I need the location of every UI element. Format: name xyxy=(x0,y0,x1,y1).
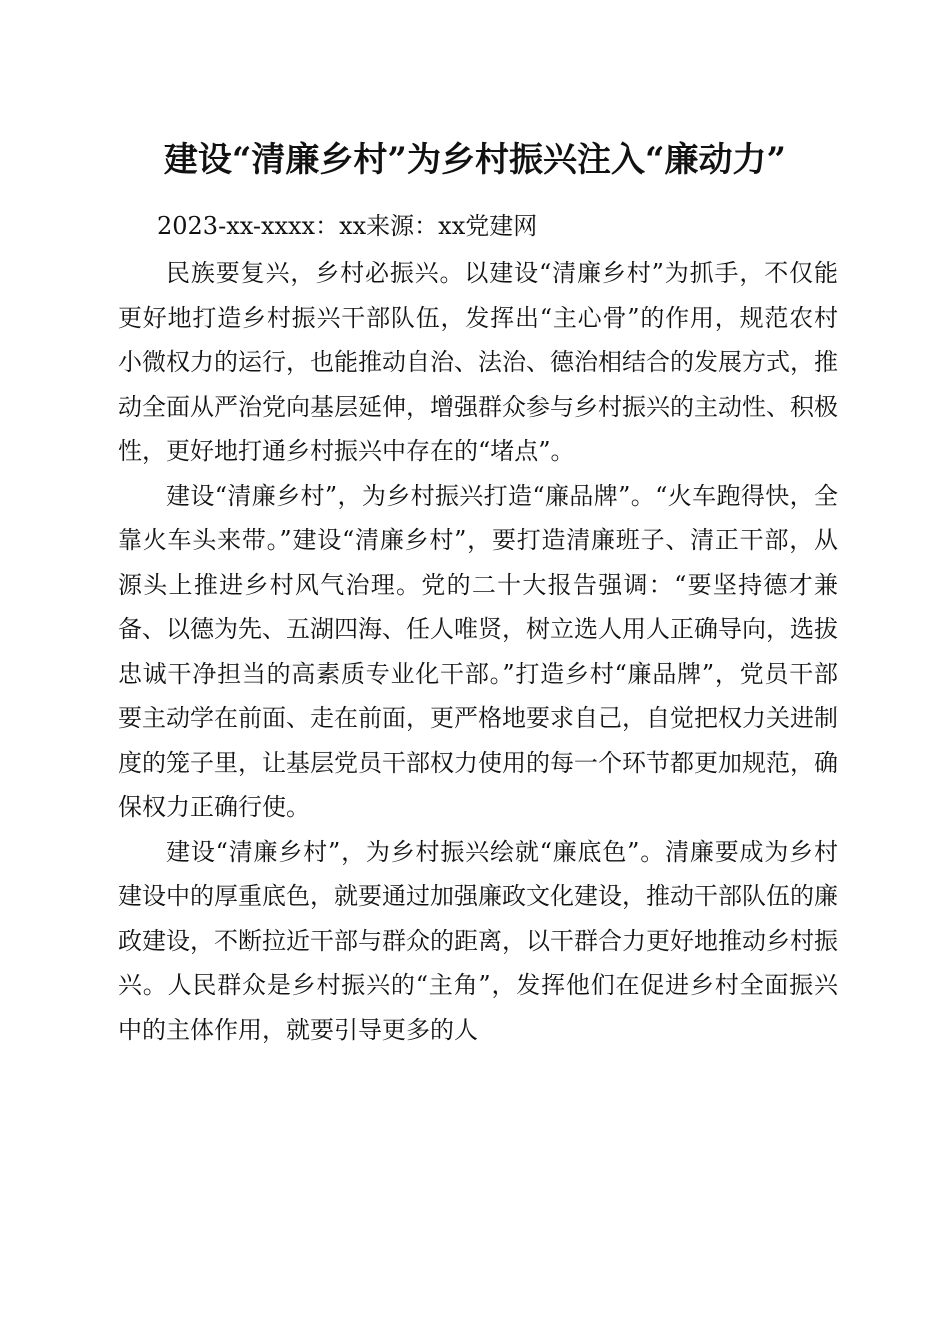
document-body xyxy=(118,251,838,1052)
paragraph-1: 民族要复兴，乡村必振兴。以建设“清廉乡村”为抓手，不仅能更好地打造乡村振兴干部队伍，发挥出“主心骨”的作用，规范农村小微权力的运行，也能推动自治、法治、德治相结合的发展方式，推动全面从严治党向基层延伸，增强群众参与乡村振兴的主动性、积极性，更好地打通乡村振兴中存在的“堵点”。 xyxy=(118,259,838,465)
paragraph-2: 建设“清廉乡村”，为乡村振兴打造“廉品牌”。“火车跑得快，全靠火车头来带。”建设“清廉乡村”，要打造清廉班子、清正干部，从源头上推进乡村风气治理。党的二十大报告强调：“要坚持德才兼备、以德为先、五湖四海、任人唯贤，树立选人用人正确导向，选拔忠诚干净担当的高素质专业化干部。”打造乡村“廉品牌”，党员干部要主动学在前面、走在前面，更严格地要求自己，自觉把权力关进制度的笼子里，让基层党员干部权力使用的每一个环节都更加规范，确保权力正确行使。 xyxy=(118,481,838,821)
document-title: 建设“清廉乡村”为乡村振兴注入“廉动力” xyxy=(163,140,787,180)
document-meta: 2023-xx-xxxx：xx来源：xx党建网 xyxy=(157,212,538,240)
paragraph-3: 建设“清廉乡村”，为乡村振兴绘就“廉底色”。清廉要成为乡村建设中的厚重底色，就要通过加强廉政文化建设，推动干部队伍的廉政建设，不断拉近干部与群众的距离，以干群合力更好地推动乡村振兴。人民群众是乡村振兴的“主角”，发挥他们在促进乡村全面振兴中的主体作用，就要引导更多的人 xyxy=(118,837,838,1044)
